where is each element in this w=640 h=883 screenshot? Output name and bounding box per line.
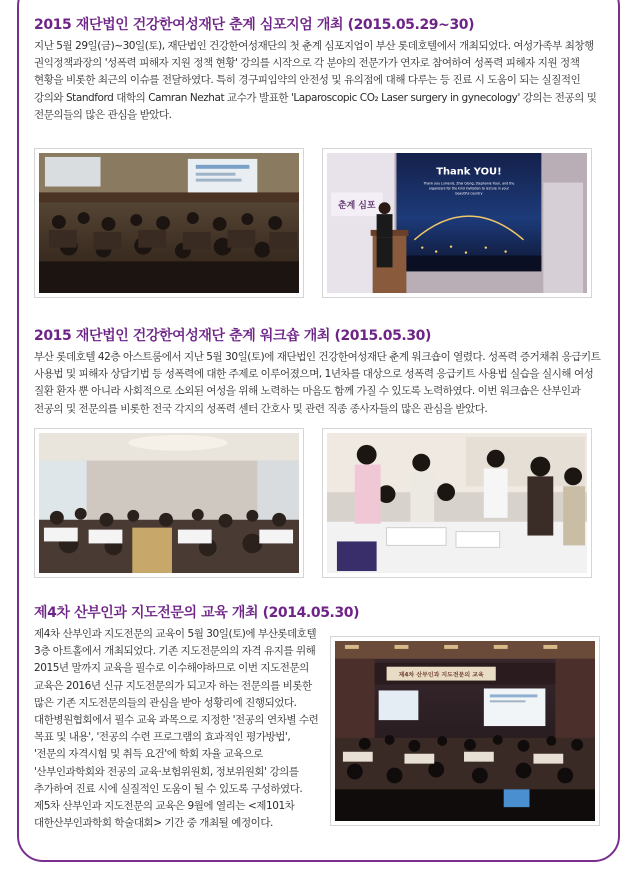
training-body: 제4차 산부인과 지도전문의 교육이 5월 30일(토)에 부산롯데호텔 3층 아트홀에서 개최되었다. 기존 지도전문의의 자격 유지를 위해 2015년 말까지 교육을 필수로 이수해야하므로 이번 지도전문의 교육은 2016년 신규 지도전문의가 되고자 하는 전문의를 비롯한 많은 기존 지도전문의들의 관심을 받아 성황리에 진행되었다. 대한병원협회에서 필수 교육 과목으로 지정한 '전공의 연차별 수련 목표 및 내용', '전공의 수련 프로그램의 효과적인 평가방법', '전문의 자격시험 및 취득 요건'에 학회 자율 교육으로 '산부인과학회와 전공의 교육·보험위원회, 정보위원회' 강의를 추가하여 진료 시에 실질적인 도움이 될 수 있도록 구성하였다. 제5차 산부인과 지도전문의 교육은 9월에 열리는 <제101차 대한산부인과학회 학술대회> 기간 중 개최될 예정이다. — [34, 628, 319, 830]
symposium-speaker-photo — [322, 148, 592, 298]
workshop-body: 부산 롯데호텔 42층 아스트룸에서 지난 5월 30일(토)에 재단법인 건강한여성재단 춘계 워크숍이 열렸다. 성폭력 증거채취 응급키트 사용법 및 피해자 상담기법 등 성폭력에 대한 주제로 이루어졌으며, 1년차를 대상으로 성폭력 응급키트 사용법 실습을 실시해 여성 질환 환자 뿐 아니라 사회적으로 소외된 여성을 위해 노력하는 마음도 함께 가질 수 있도록 노력하였다. 이번 워크숍은 산부인과 전공의 및 전문의를 비롯한 전국 각지의 성폭력 센터 간호사 및 관련 직종 종사자들의 많은 관심을 받았다. — [34, 351, 601, 415]
training-title: 제4차 산부인과 지도전문의 교육 개최 (2014.05.30) — [34, 605, 360, 621]
slide-line-3: beautiful country — [455, 191, 483, 196]
symposium-audience-photo — [34, 148, 304, 298]
workshop-section — [34, 327, 606, 418]
slide-line-2: organizers for the kind invitation to lecture in your — [428, 186, 509, 191]
slide-line-1: Thank you Lumenis, Zhai Qiong, Stephanie Yuen, and the — [423, 181, 515, 186]
symposium-section — [34, 16, 606, 124]
slide-thanks-text: Thank YOU! — [436, 166, 502, 178]
training-hall-photo — [330, 636, 600, 826]
workshop-title: 2015 재단법인 건강한여성재단 춘계 워크숍 개최 (2015.05.30) — [34, 328, 432, 344]
workshop-practice-photo — [322, 428, 592, 578]
symposium-title: 2015 재단법인 건강한여성재단 춘계 심포지엄 개최 (2015.05.29~30) — [34, 17, 475, 33]
workshop-audience-photo — [34, 428, 304, 578]
symposium-body: 지난 5월 29일(금)~30일(토), 재단법인 건강한여성재단의 첫 춘계 심포지엄이 부산 롯데호텔에서 개최되었다. 여성가족부 최창행 권익정책과장의 '성폭력 피해자 지원 정책 현황' 강의를 시작으로 각 분야의 전문가가 연자로 참여하여 성폭력 피해자 지원 정책 현황을 비롯한 최근의 이슈를 전달하였다. 특히 경구피임약의 안전성 및 유의점에 대해 다루는 등 진료 시 도움이 되는 실질적인 강의와 Standford 대학의 Camran Nezhat 교수가 발표한 'Laparoscopic CO₂ Laser surgery in gynecology' 강의는 전공의 및 전문의들의 많은 관심을 받았다. — [34, 40, 597, 121]
training-banner-text: 제4차 산부인과 지도전문의 교육 — [398, 671, 484, 679]
symposium-banner-text: 춘계 심포 — [337, 201, 376, 212]
